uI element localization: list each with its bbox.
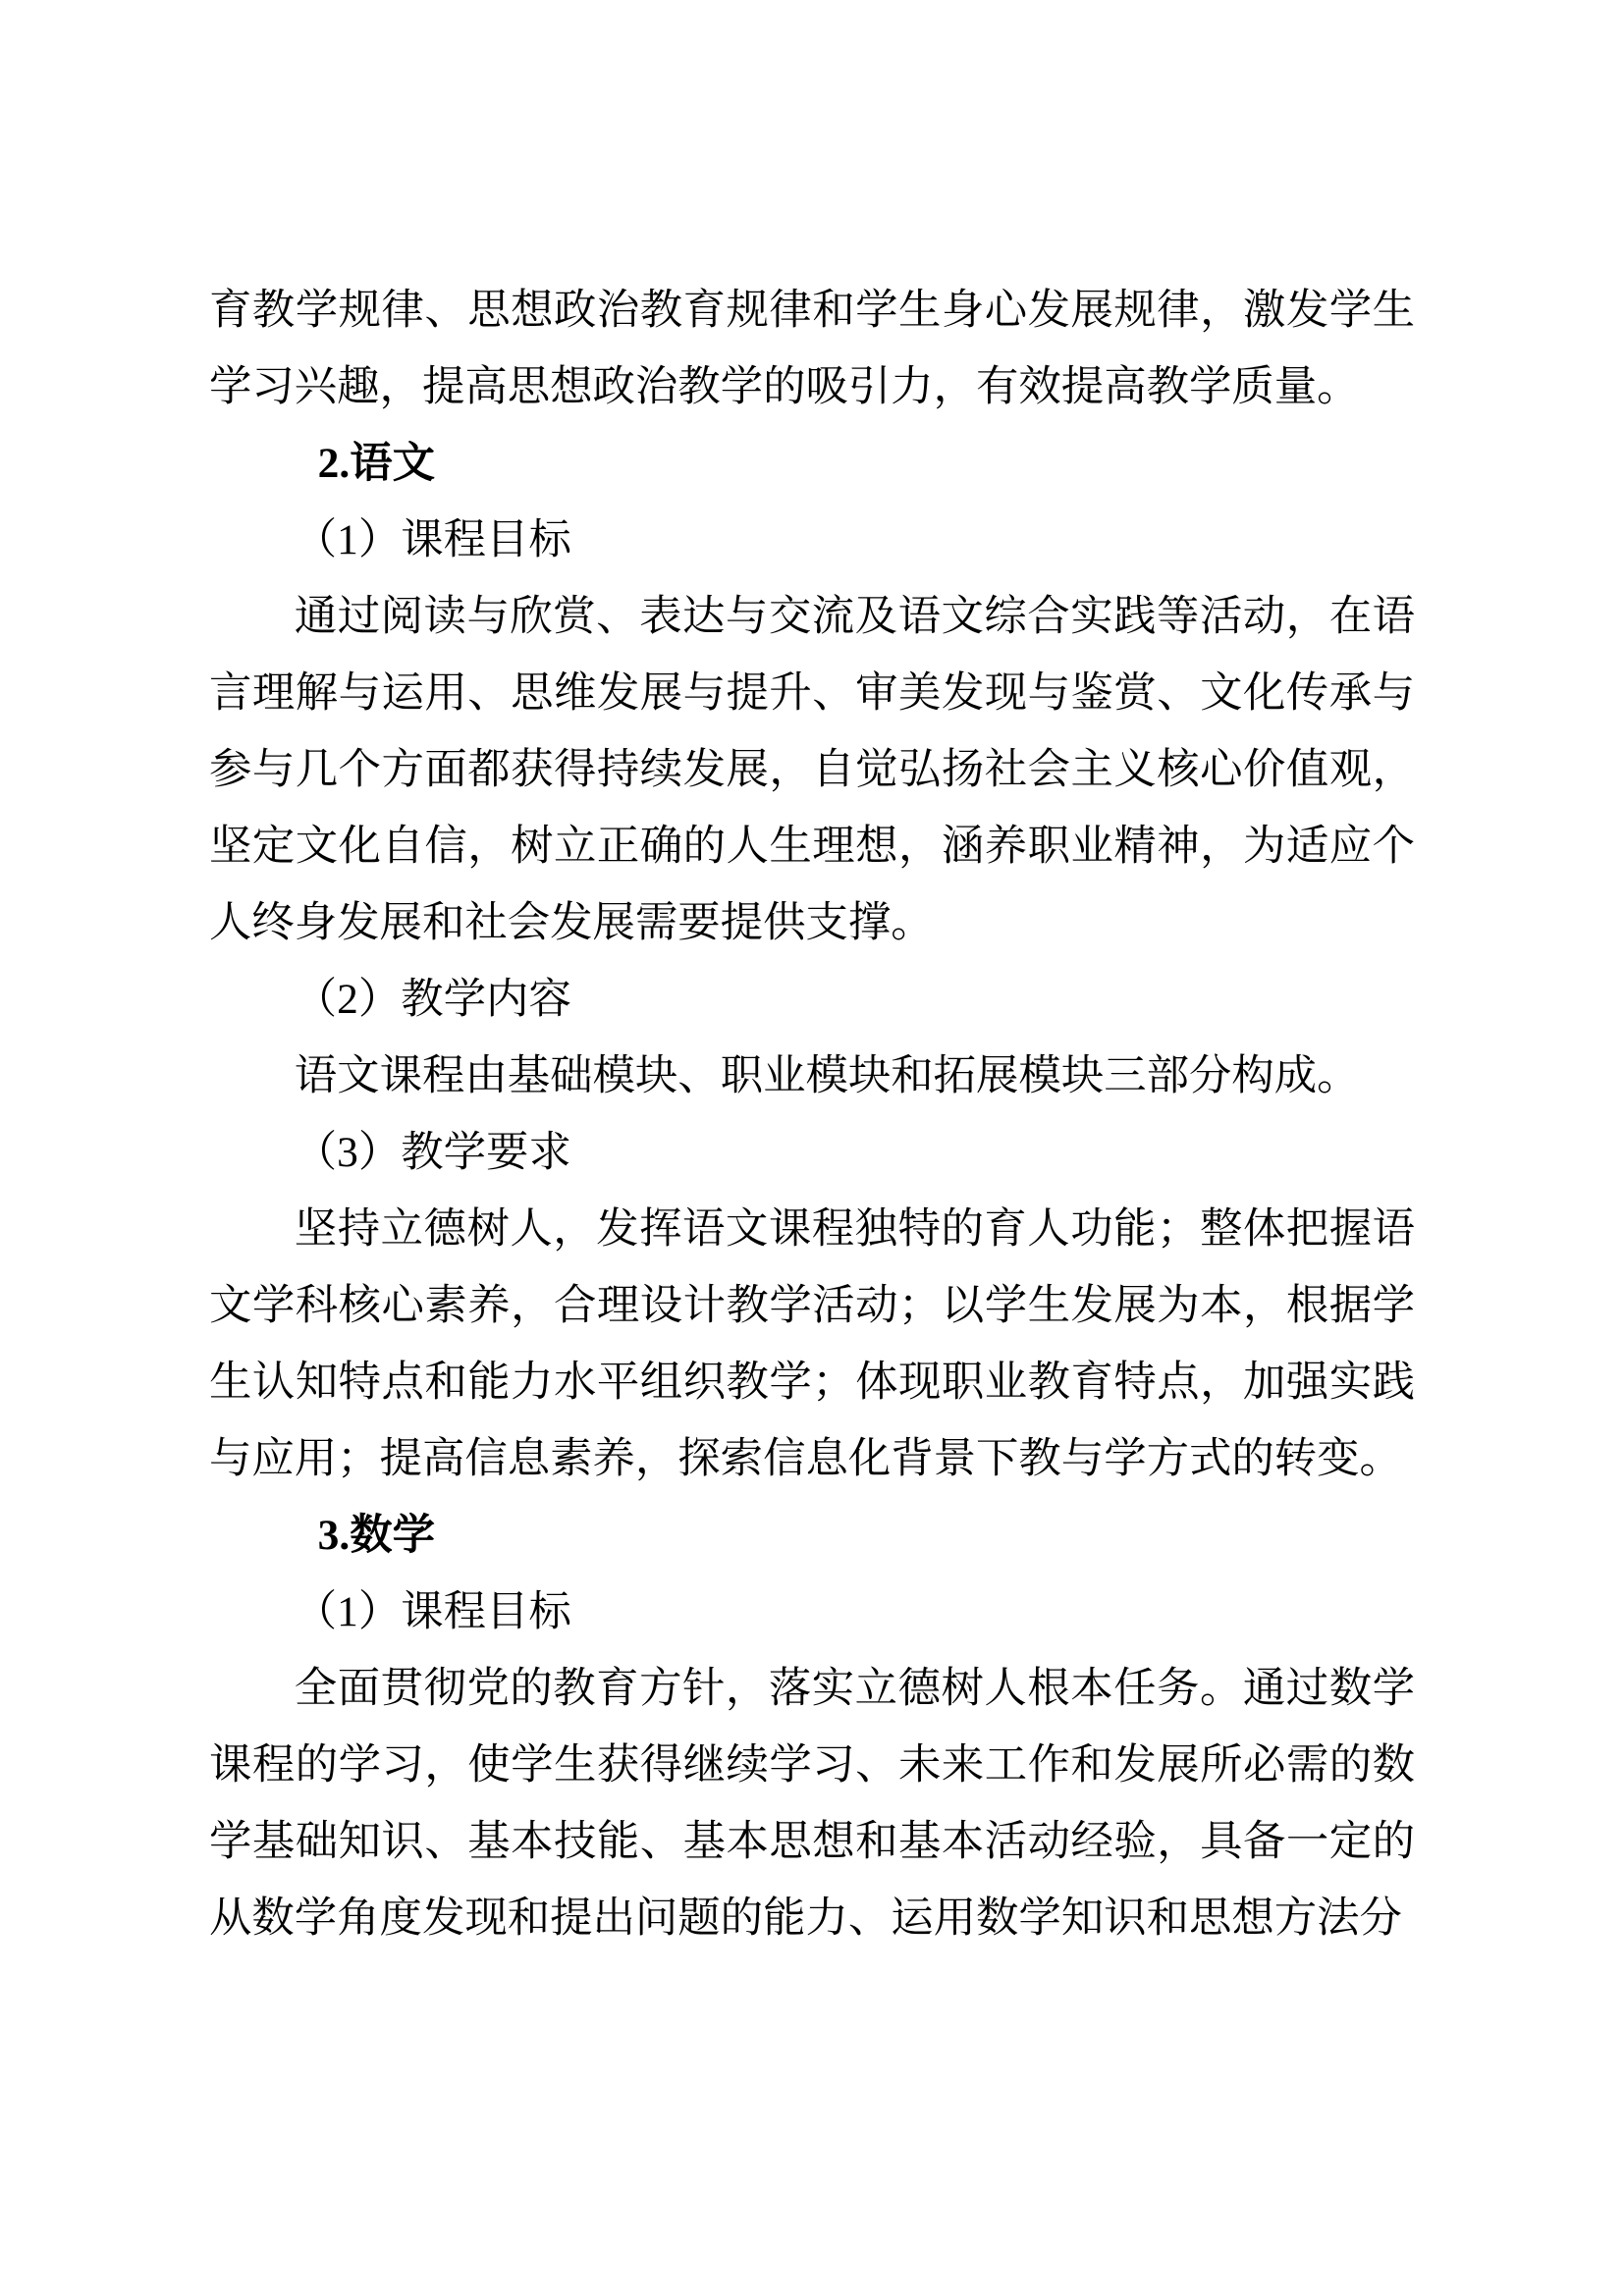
section-heading: 2.语文 xyxy=(317,440,435,487)
paragraph: （1）课程目标 xyxy=(294,516,571,563)
paragraph: 语文课程由基础模块、职业模块和拓展模块三部分构成。 xyxy=(294,1052,1360,1099)
paragraph: 育教学规律、思想政治教育规律和学生身心发展规律，激发学生学习兴趣，提高思想政治教学的吸引力，有效提高教学质量。 xyxy=(209,287,1415,410)
section-heading: 3.数学 xyxy=(317,1512,435,1559)
paragraph: 通过阅读与欣赏、表达与交流及语文综合实践等活动，在语言理解与运用、思维发展与提升、审美发现与鉴赏、文化传承与参与几个方面都获得持续发展，自觉弘扬社会主义核心价值观，坚定文化自信，树立正确的人生理想，涵养职业精神，为适应个人终身发展和社会发展需要提供支撑。 xyxy=(209,593,1415,946)
paragraph: （2）教学内容 xyxy=(294,976,571,1023)
document-body xyxy=(209,272,1415,1956)
paragraph: （1）课程目标 xyxy=(294,1588,571,1635)
paragraph: 全面贯彻党的教育方针，落实立德树人根本任务。通过数学课程的学习，使学生获得继续学习、未来工作和发展所必需的数学基础知识、基本技能、基本思想和基本活动经验，具备一定的从数学角度发现和提出问题的能力、运用数学知识和思想方法分 xyxy=(209,1665,1415,1942)
paragraph: 坚持立德树人，发挥语文课程独特的育人功能；整体把握语文学科核心素养，合理设计教学活动；以学生发展为本，根据学生认知特点和能力水平组织教学；体现职业教育特点，加强实践与应用；提高信息素养，探索信息化背景下教与学方式的转变。 xyxy=(209,1205,1415,1482)
paragraph: （3）教学要求 xyxy=(294,1129,571,1176)
